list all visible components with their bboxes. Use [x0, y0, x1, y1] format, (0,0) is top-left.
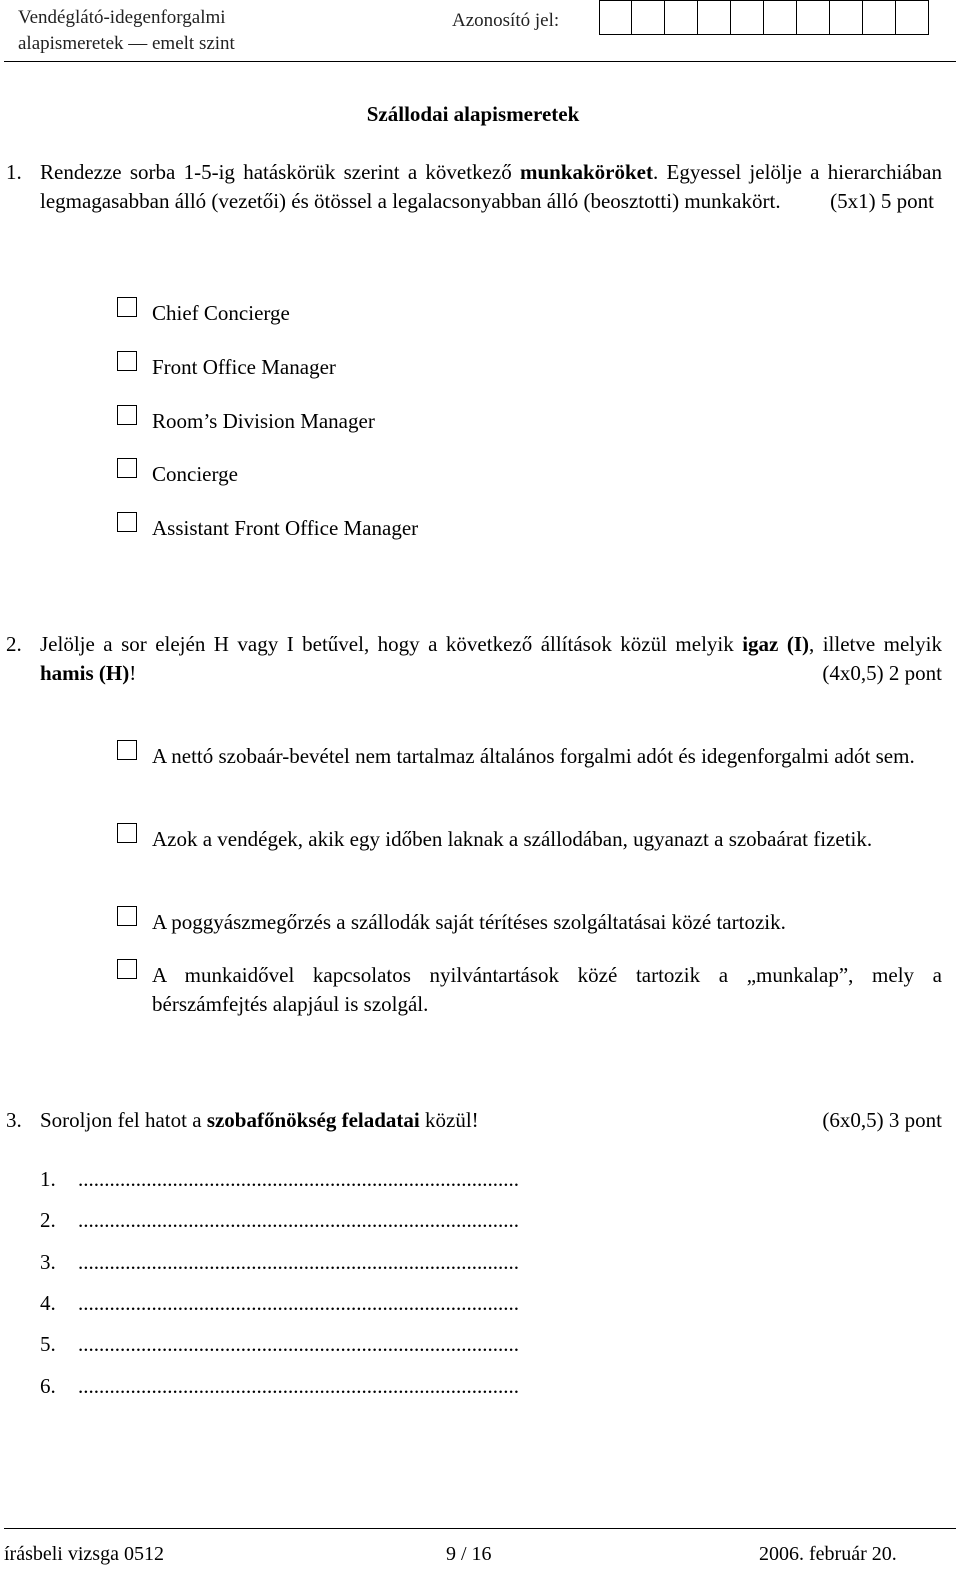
question-2-points: (4x0,5) 2 pont: [822, 661, 942, 685]
answer-line-3[interactable]: 3. ....................................................................................: [40, 1250, 519, 1274]
true-false-checkbox[interactable]: [117, 823, 137, 843]
question-1-number: 1.: [6, 160, 22, 184]
id-box[interactable]: [599, 0, 632, 35]
id-box[interactable]: [698, 0, 731, 35]
id-box[interactable]: [731, 0, 764, 35]
id-box[interactable]: [830, 0, 863, 35]
rank-checkbox[interactable]: [117, 458, 137, 478]
header-subject: [18, 5, 235, 57]
question-3-text: Soroljon fel hatot a szobafőnökség feladatai közül! (6x0,5) 3 pont: [40, 1106, 942, 1135]
question-1: [6, 158, 942, 216]
answer-line-6[interactable]: 6. ....................................................................................: [40, 1374, 519, 1398]
true-false-checkbox[interactable]: [117, 959, 137, 979]
rank-checkbox[interactable]: [117, 351, 137, 371]
answer-line-4[interactable]: 4. ....................................................................................: [40, 1291, 519, 1315]
rank-checkbox[interactable]: [117, 512, 137, 532]
option-front-office-manager: Front Office Manager: [152, 355, 336, 379]
statement-2: Azok a vendégek, akik egy időben laknak a szállodában, ugyanazt a szobaárat fizetik.: [152, 827, 873, 851]
statement-3: A poggyászmegőrzés a szállodák saját térítéses szolgáltatásai közé tartozik.: [152, 910, 786, 934]
header-subject-line2: alapismeretek — emelt szint: [18, 33, 235, 54]
question-2-text: Jelölje a sor elején H vagy I betűvel, hogy a következő állítások közül melyik igaz (I), illetve melyik hamis (H)! (4x0,5) 2 pont: [40, 630, 942, 688]
header-rule: [4, 61, 956, 62]
id-box[interactable]: [764, 0, 797, 35]
statement-4: A munkaidővel kapcsolatos nyilvántartások közé tartozik a „munkalap”, mely a bérszámfejtés alapjául is szolgál.: [152, 963, 942, 1016]
option-rooms-division-manager: Room’s Division Manager: [152, 409, 375, 433]
id-box[interactable]: [797, 0, 830, 35]
rank-checkbox[interactable]: [117, 297, 137, 317]
answer-line-2[interactable]: 2. ....................................................................................: [40, 1208, 519, 1232]
footer-exam-code: írásbeli vizsga 0512: [4, 1543, 164, 1565]
answer-line-5[interactable]: 5. ....................................................................................: [40, 1332, 519, 1356]
option-chief-concierge: Chief Concierge: [152, 301, 290, 325]
footer-page-number: 9 / 16: [446, 1543, 492, 1565]
id-box[interactable]: [665, 0, 698, 35]
id-box[interactable]: [632, 0, 665, 35]
question-3: [6, 1106, 942, 1135]
true-false-checkbox[interactable]: [117, 740, 137, 760]
answer-line-1[interactable]: 1. ....................................................................................: [40, 1167, 519, 1191]
question-1-points: (5x1) 5 pont: [830, 189, 934, 213]
question-2-number: 2.: [6, 632, 22, 656]
id-box[interactable]: [863, 0, 896, 35]
statement-1: A nettó szobaár-bevétel nem tartalmaz általános forgalmi adót és idegenforgalmi adót sem.: [152, 744, 915, 768]
question-2: [6, 630, 942, 688]
rank-checkbox[interactable]: [117, 405, 137, 425]
question-3-points: (6x0,5) 3 pont: [822, 1108, 942, 1132]
option-assistant-front-office-manager: Assistant Front Office Manager: [152, 516, 419, 540]
question-3-number: 3.: [6, 1108, 22, 1132]
footer-date: 2006. február 20.: [759, 1543, 897, 1565]
id-boxes: [599, 0, 929, 35]
header-subject-line1: Vendéglátó-idegenforgalmi: [18, 7, 226, 28]
id-box[interactable]: [896, 0, 929, 35]
true-false-checkbox[interactable]: [117, 906, 137, 926]
id-label: Azonosító jel:: [452, 10, 560, 31]
question-1-text: Rendezze sorba 1-5-ig hatáskörük szerint a következő munkaköröket. Egyessel jelölje a hierarchiában legmagasabban álló (vezetői) és ötössel a legalacsonyabban álló (beosztotti) munkakört. (5x1) 5 pont: [40, 158, 942, 216]
footer-rule: [4, 1528, 956, 1529]
option-concierge: Concierge: [152, 462, 238, 486]
section-title: Szállodai alapismeretek: [366, 102, 580, 126]
